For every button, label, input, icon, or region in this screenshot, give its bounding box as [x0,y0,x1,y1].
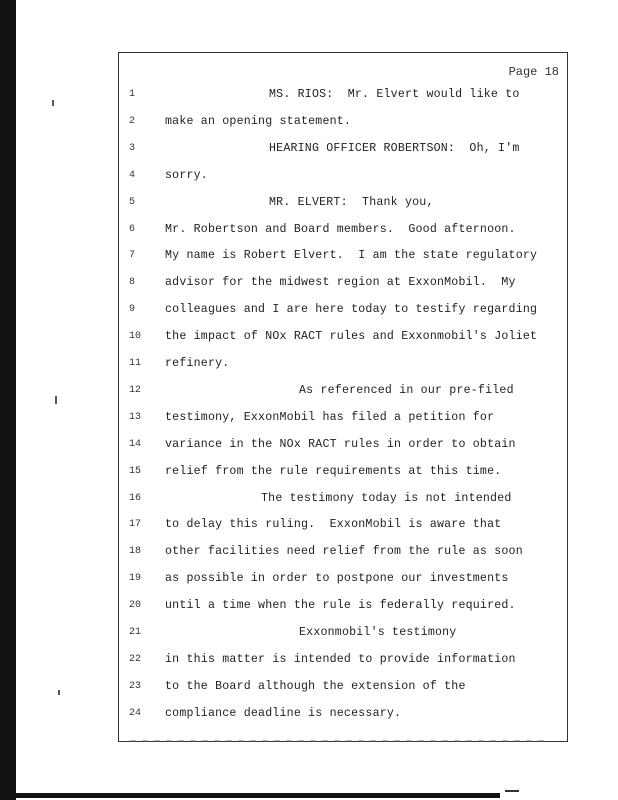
line-number: 10 [129,331,142,343]
transcript-line: in this matter is intended to provide information [165,652,516,666]
transcript-line: compliance deadline is necessary. [165,706,402,720]
scan-mark [505,790,519,792]
transcript-line: make an opening statement. [165,114,352,128]
line-number: 23 [129,680,142,692]
transcript-line: MR. ELVERT: Thank you, [269,195,434,209]
transcript-line: as possible in order to postpone our investments [165,572,509,586]
scan-speck [52,100,54,106]
line-number: 4 [129,169,136,181]
transcript-line: refinery. [165,357,230,370]
line-number: 11 [129,358,142,369]
transcript-line: to the Board although the extension of the [165,679,466,693]
line-number: 12 [129,384,142,396]
transcript-line: MS. RIOS: Mr. Elvert would like to [269,88,520,101]
line-number: 8 [129,277,136,289]
page-number: Page 18 [508,65,559,79]
scan-edge-bottom [0,793,500,798]
transcript-line: Mr. Robertson and Board members. Good afternoon. [165,222,516,236]
line-number: 1 [129,89,136,100]
line-number: 15 [129,465,142,477]
transcript-line: My name is Robert Elvert. I am the state regulatory [165,249,538,263]
line-number: 14 [129,438,142,450]
line-number: 16 [129,492,142,504]
line-number: 2 [129,115,136,127]
transcript-line: variance in the NOx RACT rules in order to obtain [165,437,516,451]
transcript-line: until a time when the rule is federally required. [165,599,516,613]
transcript-line: other facilities need relief from the rule as soon [165,545,523,559]
scan-speck [58,690,60,695]
transcript-line: Exxonmobil's testimony [299,626,457,639]
scan-smudge [130,740,550,742]
line-number: 13 [129,411,142,423]
line-number: 17 [129,519,142,531]
line-number: 5 [129,196,136,208]
transcript-line: HEARING OFFICER ROBERTSON: Oh, I'm [269,141,520,155]
line-number: 22 [129,653,142,665]
scan-speck [55,396,57,404]
transcript-line: sorry. [165,168,208,182]
line-number: 18 [129,546,142,558]
transcript-page [118,52,568,742]
transcript-line: testimony, ExxonMobil has filed a petition for [165,410,495,424]
transcript-line: The testimony today is not intended [261,491,512,505]
line-number: 20 [129,600,142,612]
scan-edge-left [0,0,16,800]
line-number: 3 [129,142,136,154]
line-number: 21 [129,627,142,638]
transcript-line: relief from the rule requirements at this time. [165,464,502,478]
line-number: 9 [129,304,136,316]
line-number: 19 [129,573,142,585]
transcript-line: As referenced in our pre-filed [299,383,514,397]
transcript-line: the impact of NOx RACT rules and Exxonmobil's Joliet [165,330,538,344]
line-number: 24 [129,707,142,719]
line-number: 7 [129,250,136,262]
line-number: 6 [129,223,136,235]
transcript-line: advisor for the midwest region at ExxonMobil. My [165,276,516,290]
transcript-line: to delay this ruling. ExxonMobil is aware that [165,518,502,532]
transcript-line: colleagues and I are here today to testify regarding [165,303,538,317]
